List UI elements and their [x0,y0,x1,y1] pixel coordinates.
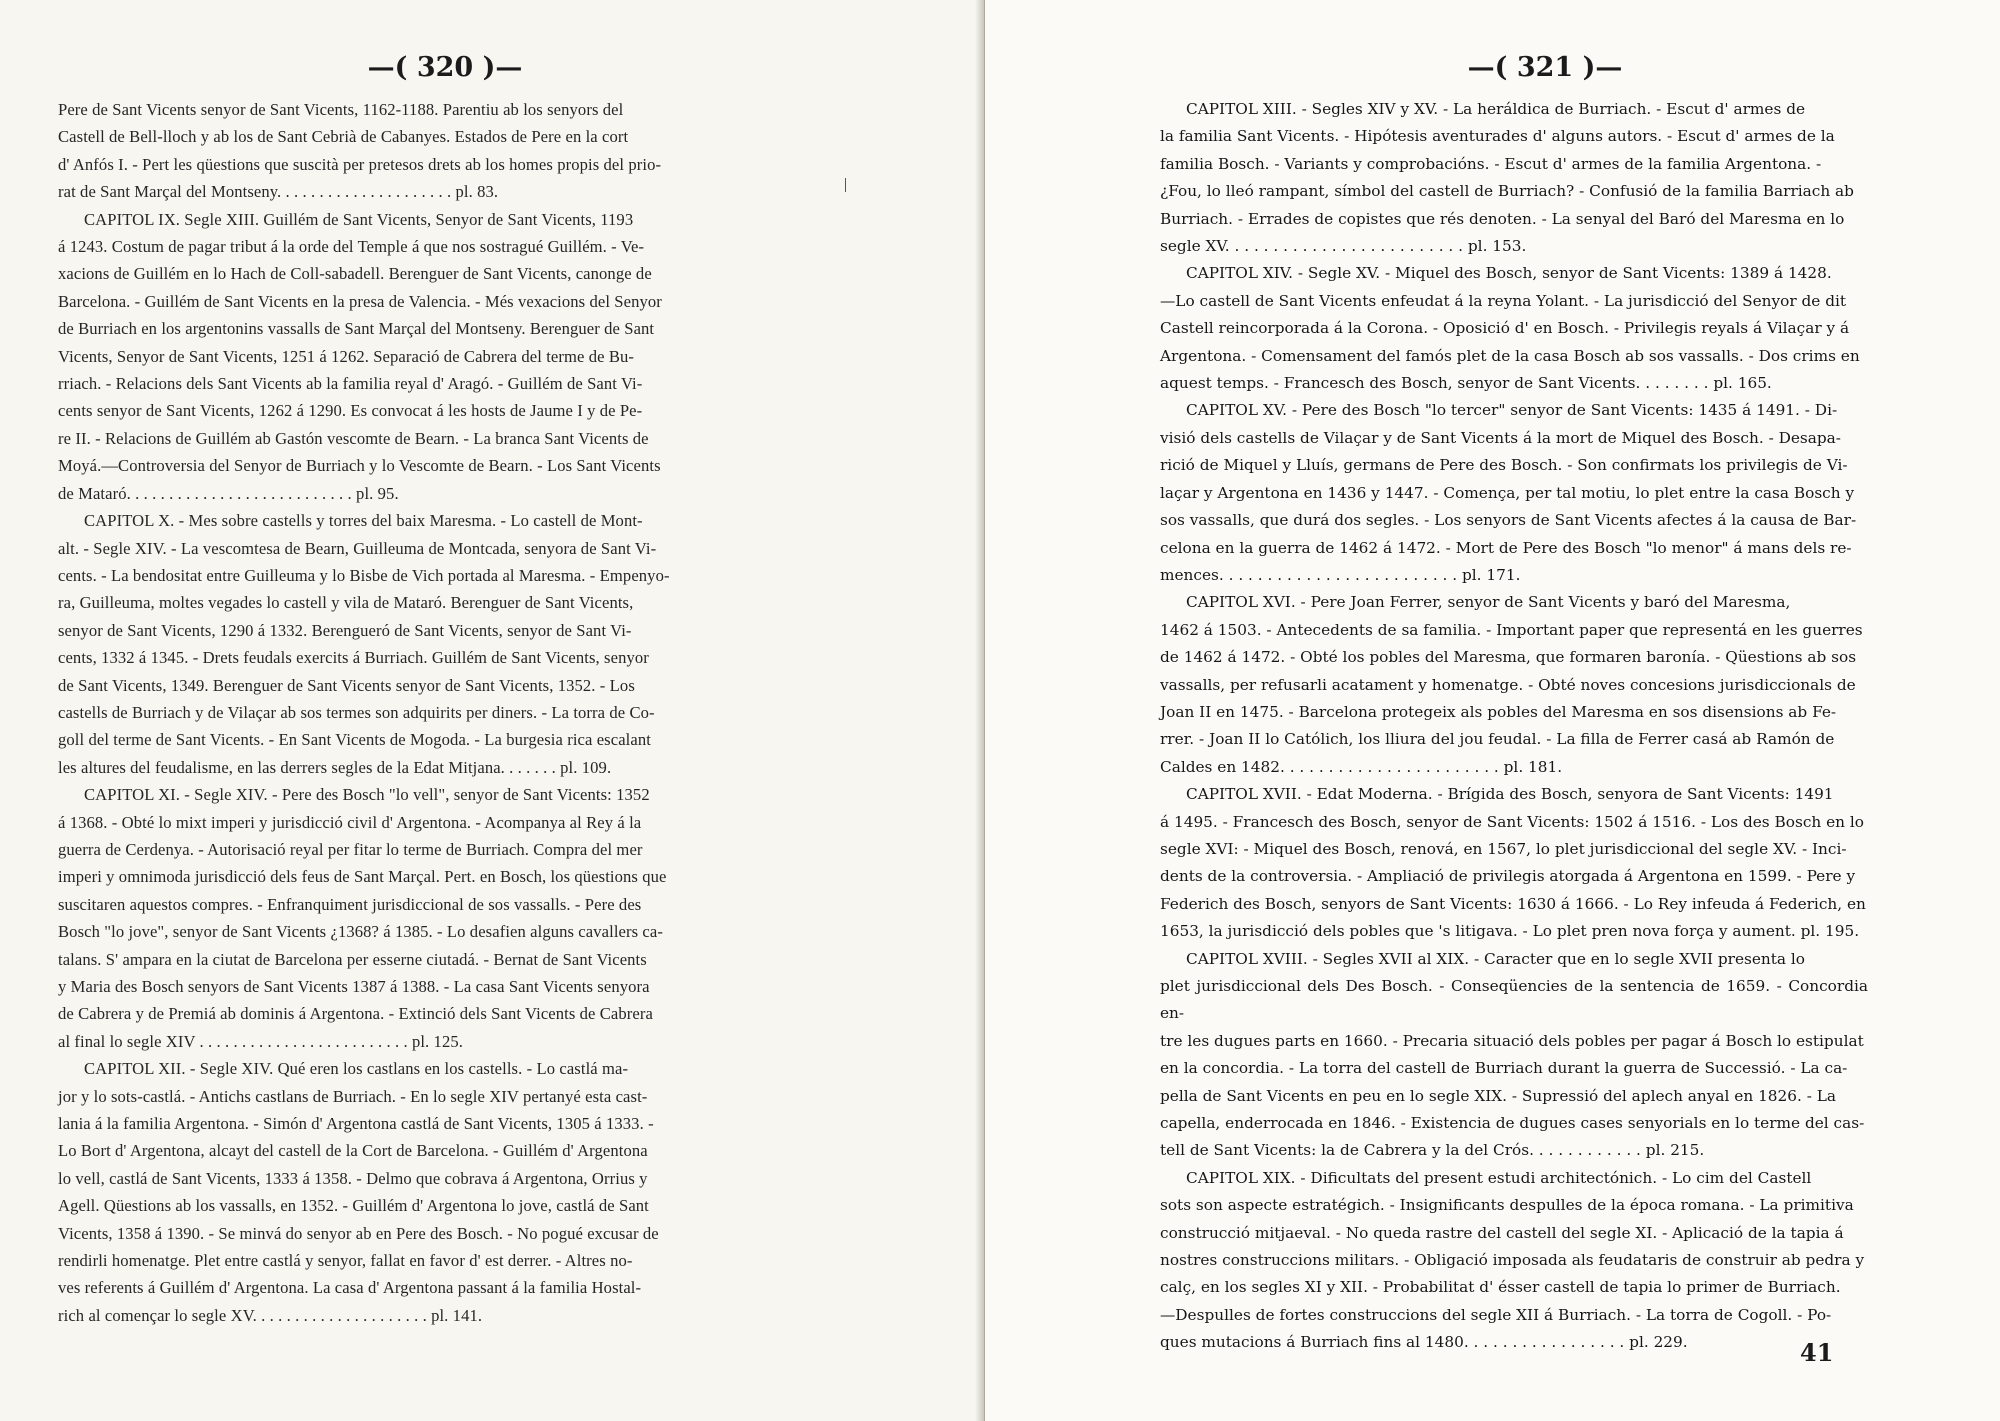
text-line: d' Anfós I. - Pert les qüestions que suscità per pretesos drets ab los homes propis del prio- [58,154,662,174]
text-line: CAPITOL XIV. - Segle XV. - Miquel des Bosch, senyor de Sant Vicents: 1389 á 1428. [1186,264,1832,283]
text-line: CAPITOL XVI. - Pere Joan Ferrer, senyor de Sant Vicents y baró del Maresma, [1186,593,1791,612]
margin-mark [845,178,846,192]
text-line: sots son aspecte estratégich. - Insignificants despulles de la época romana. - La primitiva [1160,1196,1854,1215]
text-line: ¿Fou, lo lleó rampant, símbol del castell de Burriach? - Confusió de la familia Barriach ab [1160,182,1854,201]
text-line: mences. . . . . . . . . . . . . . . . . . . . . . . . . pl. 171. [1160,565,1521,584]
text-line: construcció mitjaeval. - No queda rastre del castell del segle XI. - Aplicació de la tapia á [1160,1223,1844,1242]
text-line: Moyá.—Controversia del Senyor de Burriach y lo Vescomte de Bearn. - Los Sant Vicents [58,456,661,476]
text-line: Vicents, Senyor de Sant Vicents, 1251 á 1262. Separació de Cabrera del terme de Bu- [58,346,635,366]
text-line: talans. S' ampara en la ciutat de Barcelona per esserne ciutadá. - Bernat de Sant Vicents [58,949,647,969]
text-line: —Lo castell de Sant Vicents enfeudat á la reyna Yolant. - La jurisdicció del Senyor de dit [1160,291,1847,310]
text-line: imperi y omnimoda jurisdicció dels feus de Sant Marçal. Pert. en Bosch, los qüestions que [58,867,667,887]
page-number-320: —( 320 )— [367,52,523,83]
text-line: Caldes en 1482. . . . . . . . . . . . . . . . . . . . . . . pl. 181. [1160,757,1563,776]
text-line: cents senyor de Sant Vicents, 1262 á 1290. Es convocat á les hosts de Jaume I y de Pe- [58,401,643,421]
text-line: de Sant Vicents, 1349. Berenguer de Sant Vicents senyor de Sant Vicents, 1352. - Los [58,675,635,695]
text-line: CAPITOL XI. - Segle XIV. - Pere des Bosch "lo vell", senyor de Sant Vicents: 1352 [84,785,650,805]
text-line: Federich des Bosch, senyors de Sant Vicents: 1630 á 1666. - Lo Rey infeuda á Federich, en [1160,894,1866,913]
text-line: ves referents á Guillém d' Argentona. La casa d' Argentona passant á la familia Hostal- [58,1278,642,1298]
text-line: Castell de Bell-lloch y ab los de Sant Cebrià de Cabanyes. Estados de Pere en la cort [58,127,629,147]
text-line: CAPITOL XV. - Pere des Bosch "lo tercer" senyor de Sant Vicents: 1435 á 1491. - Di- [1186,401,1838,420]
text-line: tre les dugues parts en 1660. - Precaria situació dels pobles per pagar á Bosch lo estipulat [1160,1031,1864,1050]
text-line: lo vell, castlá de Sant Vicents, 1333 á 1358. - Delmo que cobrava á Argentona, Orrius y [58,1168,648,1188]
text-line: Joan II en 1475. - Barcelona protegeix als pobles del Maresma en sos disensions ab Fe- [1160,702,1837,721]
text-line: á 1243. Costum de pagar tribut á la orde del Temple á que nos sostragué Guillém. - Ve- [58,237,645,257]
text-line: capella, enderrocada en 1846. - Existencia de dugues cases senyorials en lo terme del cas- [1160,1114,1865,1133]
text-line: rriach. - Relacions dels Sant Vicents ab la familia reyal d' Aragó. - Guillém de Sant Vi- [58,374,643,394]
text-line: Agell. Qüestions ab los vassalls, en 1352. - Guillém d' Argentona lo jove, castlá de Sant [58,1196,649,1216]
text-line: rich al començar lo segle XV. . . . . . . . . . . . . . . . . . . . . pl. 141. [58,1305,483,1325]
text-line: CAPITOL XVII. - Edat Moderna. - Brígida des Bosch, senyora de Sant Vicents: 1491 [1186,785,1834,804]
text-line: jor y lo sots-castlá. - Antichs castlans de Burriach. - En lo segle XIV pertanyé esta cast- [58,1086,648,1106]
text-line: suscitaren aquestos compres. - Enfranquiment jurisdiccional de sos vassalls. - Pere des [58,894,642,914]
text-line: Castell reincorporada á la Corona. - Oposició d' en Bosch. - Privilegis reyals á Vilaçar y á [1160,319,1850,338]
text-line: Lo Bort d' Argentona, alcayt del castell de la Cort de Barcelona. - Guillém d' Argentona [58,1141,648,1161]
text-line: segle XV. . . . . . . . . . . . . . . . . . . . . . . . . pl. 153. [1160,237,1527,256]
text-line: guerra de Cerdenya. - Autorisació reyal per fitar lo terme de Burriach. Compra del mer [58,839,643,859]
text-line: CAPITOL XIII. - Segles XIV y XV. - La heráldica de Burriach. - Escut d' armes de [1186,100,1806,118]
text-line: y Maria des Bosch senyors de Sant Vicents 1387 á 1388. - La casa Sant Vicents senyora [58,977,650,996]
text-line: CAPITOL XVIII. - Segles XVII al XIX. - Caracter que en lo segle XVII presenta lo [1186,949,1806,968]
text-line: pella de Sant Vicents en peu en lo segle XIX. - Supressió del aplech anyal en 1826. - La [1160,1086,1837,1105]
text-line: Argentona. - Comensament del famós plet de la casa Bosch ab sos vassalls. - Dos crims en [1160,346,1860,365]
text-line: CAPITOL XIX. - Dificultats del present estudi architectónich. - Lo cim del Castell [1186,1168,1812,1187]
text-line: 1653, la jurisdicció dels pobles que 's litigava. - Lo plet pren nova força y aument. pl. 195. [1160,922,1860,941]
text-line: Barcelona. - Guillém de Sant Vicents en la presa de Valencia. - Més vexacions del Senyor [58,291,662,311]
text-line: aquest temps. - Francesch des Bosch, senyor de Sant Vicents. . . . . . . . pl. 165. [1160,374,1772,393]
text-line: cents. - La bendositat entre Guilleuma y lo Bisbe de Vich portada al Maresma. - Empenyo- [58,565,670,585]
text-line: en la concordia. - La torra del castell de Burriach durant la guerra de Successió. - La ca- [1160,1059,1848,1078]
text-line: lania á la familia Argentona. - Simón d' Argentona castlá de Sant Vicents, 1305 á 1333. - [58,1114,654,1134]
text-line: les altures del feudalisme, en las derrers segles de la Edat Mitjana. . . . . . . pl. 109. [58,757,612,777]
text-line: al final lo segle XIV . . . . . . . . . . . . . . . . . . . . . . . . . pl. 125. [58,1031,463,1051]
text-line: nostres construccions militars. - Obligació imposada als feudataris de construir ab pedra y [1160,1251,1865,1270]
text-line: goll del terme de Sant Vicents. - En Sant Vicents de Mogoda. - La burgesia rica escalant [58,730,651,750]
text-line: tell de Sant Vicents: la de Cabrera y la del Crós. . . . . . . . . . . . pl. 215. [1160,1141,1705,1160]
signature-number: 41 [1800,1338,1834,1367]
text-line: de Mataró. . . . . . . . . . . . . . . . . . . . . . . . . . . pl. 95. [58,483,399,503]
text-line: de 1462 á 1472. - Obté los pobles del Maresma, que formaren baronía. - Qüestions ab sos [1160,648,1857,667]
text-line: de Burriach en los argentonins vassalls de Sant Marçal del Montseny. Berenguer de Sant [58,319,655,339]
text-line: de Cabrera y de Premiá ab dominis á Argentona. - Extinció dels Sant Vicents de Cabrera [58,1004,653,1024]
left-page [0,0,985,1421]
text-line: castells de Burriach y de Vilaçar ab sos termes son adquirits per diners. - La torra de Co- [58,702,655,722]
text-line: ra, Guilleuma, moltes vegades lo castell y vila de Mataró. Berenguer de Sant Vicents, [58,593,634,613]
text-line: celona en la guerra de 1462 á 1472. - Mort de Pere des Bosch "lo menor" á mans dels re- [1160,538,1852,557]
text-line: dents de la controversia. - Ampliació de privilegis atorgada á Argentona en 1599. - Pere y [1160,867,1856,886]
text-line: Vicents, 1358 á 1390. - Se minvá do senyor ab en Pere des Bosch. - No pogué excusar de [58,1223,659,1243]
text-line: calç, en los segles XI y XII. - Probabilitat d' ésser castell de tapia lo primer de Burriach. [1160,1278,1841,1297]
text-line: familia Bosch. - Variants y comprobacións. - Escut d' armes de la familia Argentona. - [1160,154,1822,173]
text-line: CAPITOL IX. Segle XIII. Guillém de Sant Vicents, Senyor de Sant Vicents, 1193 [84,209,634,229]
text-line: rició de Miquel y Lluís, germans de Pere des Bosch. - Son confirmats los privilegis de Vi- [1160,456,1848,475]
text-line: rrer. - Joan II lo Católich, los lliura del jou feudal. - La filla de Ferrer casá ab Ramón de [1160,730,1835,749]
text-line: vassalls, per refusarli acatament y homenatge. - Obté noves concesions jurisdiccionals de [1160,675,1856,694]
text-line: senyor de Sant Vicents, 1290 á 1332. Berengueró de Sant Vicents, senyor de Sant Vi- [58,620,632,640]
text-line: sos vassalls, que durá dos segles. - Los senyors de Sant Vicents afectes á la causa de Bar- [1160,511,1857,530]
text-line: á 1368. - Obté lo mixt imperi y jurisdicció civil d' Argentona. - Acompanya al Rey á la [58,812,642,832]
text-line: Pere de Sant Vicents senyor de Sant Vicents, 1162-1188. Parentiu ab los senyors del [58,100,624,119]
text-line: segle XVI: - Miquel des Bosch, renová, en 1567, lo plet jurisdiccional del segle XV. - Inci- [1160,839,1847,858]
text-line: re II. - Relacions de Guillém ab Gastón vescomte de Bearn. - La branca Sant Vicents de [58,428,649,448]
text-line: ques mutacions á Burriach fins al 1480. . . . . . . . . . . . . . . . . pl. 229. [1160,1333,1688,1352]
text-line: Bosch "lo jove", senyor de Sant Vicents ¿1368? á 1385. - Lo desafien alguns cavallers ca- [58,922,663,942]
text-line: xacions de Guillém en lo Hach de Coll-sabadell. Berenguer de Sant Vicents, canonge de [58,264,652,284]
left-page-text [58,96,838,1329]
text-line: 1462 á 1503. - Antecedents de sa familia. - Important paper que representá en les guerres [1160,620,1863,639]
text-line: visió dels castells de Vilaçar y de Sant Vicents á la mort de Miquel des Bosch. - Desapa- [1160,428,1841,447]
text-line: rat de Sant Marçal del Montseny. . . . . . . . . . . . . . . . . . . . . pl. 83. [58,182,499,202]
text-line: á 1495. - Francesch des Bosch, senyor de Sant Vicents: 1502 á 1516. - Los des Bosch en lo [1160,812,1864,831]
text-line: Burriach. - Errades de copistes que rés denoten. - La senyal del Baró del Maresma en lo [1160,209,1845,228]
text-line: plet jurisdiccional dels Des Bosch. - Conseqüencies de la sentencia de 1659. - Concordia en- [1160,977,1868,1023]
text-line: la familia Sant Vicents. - Hipótesis aventurades d' alguns autors. - Escut d' armes de la [1160,127,1835,146]
right-page-text [1160,96,1868,1357]
text-line: CAPITOL XII. - Segle XIV. Qué eren los castlans en los castells. - Lo castlá ma- [84,1059,629,1079]
text-line: CAPITOL X. - Mes sobre castells y torres del baix Maresma. - Lo castell de Mont- [84,511,643,531]
text-line: laçar y Argentona en 1436 y 1447. - Comença, per tal motiu, lo plet entre la casa Bosch y [1160,483,1855,502]
page-number-321: —( 321 )— [1467,52,1623,83]
text-line: cents, 1332 á 1345. - Drets feudals exercits á Burriach. Guillém de Sant Vicents, senyor [58,648,649,668]
text-line: alt. - Segle XIV. - La vescomtesa de Bearn, Guilleuma de Montcada, senyora de Sant Vi- [58,538,657,558]
text-line: —Despulles de fortes construccions del segle XII á Burriach. - La torra de Cogoll. - Po- [1160,1305,1832,1324]
text-line: rendirli homenatge. Plet entre castlá y senyor, fallat en favor d' est derrer. - Altres no- [58,1251,633,1271]
right-page [985,0,2000,1421]
